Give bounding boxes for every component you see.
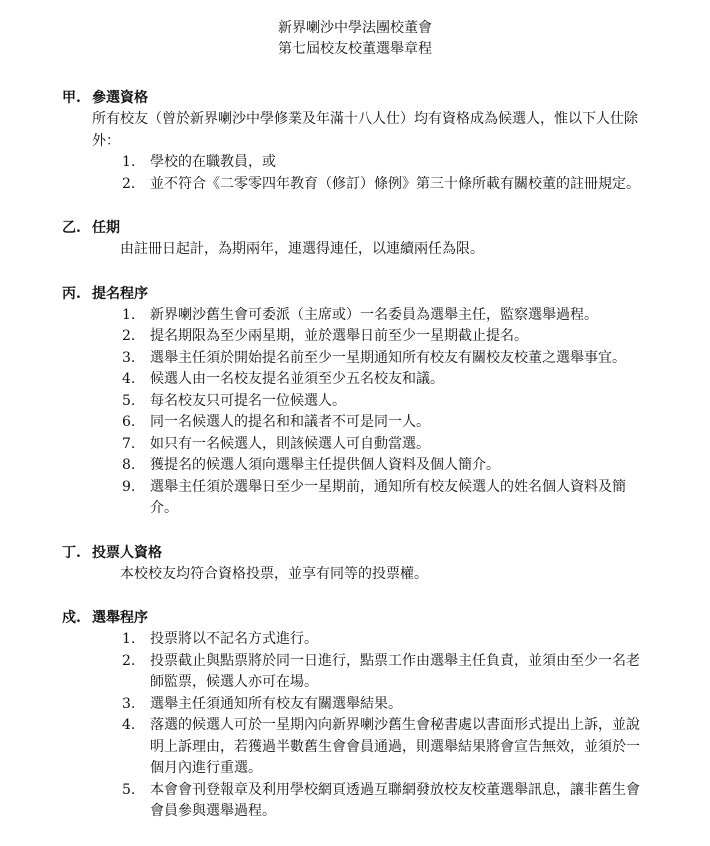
list-item bbox=[122, 326, 644, 348]
list-item-number: 6. bbox=[122, 414, 136, 430]
list-item bbox=[122, 305, 644, 327]
list-item-text: 本會會刊登報章及利用學校網頁透過互聯網發放校友校董選舉訊息，讓非舊生會會員參與選舉過程。 bbox=[150, 781, 640, 819]
list-item-text: 候選人由一名校友提名並須至少五名校友和議。 bbox=[150, 371, 444, 387]
list-item-text: 獲提名的候選人須向選舉主任提供個人資料及個人簡介。 bbox=[150, 457, 500, 473]
section-nomination-procedure bbox=[0, 284, 710, 520]
list-item bbox=[122, 694, 644, 716]
section-heading bbox=[62, 284, 710, 305]
list-item-text: 選舉主任須於開始提名前至少一星期通知所有校友有關校友校董之選舉事宜。 bbox=[150, 349, 626, 366]
section-title: 投票人資格 bbox=[92, 544, 162, 561]
list-item bbox=[122, 651, 644, 694]
list-item bbox=[122, 780, 644, 823]
list-item bbox=[122, 348, 644, 370]
document-title-organisation: 新界喇沙中學法團校董會 bbox=[278, 20, 432, 36]
numbered-list bbox=[0, 629, 710, 823]
list-item-text: 落選的候選人可於一星期內向新界喇沙舊生會秘書處以書面形式提出上訴，並說明上訴理由，若獲過半數舊生會會員通過，則選舉結果將會宣告無效，並須於一個月內進行重選。 bbox=[150, 717, 640, 776]
list-item-number: 2. bbox=[122, 175, 136, 192]
section-heading bbox=[62, 218, 710, 239]
list-item-text: 並不符合《二零零四年教育（修訂）條例》第三十條所載有關校董的註冊規定。 bbox=[150, 175, 640, 192]
section-heading bbox=[62, 608, 710, 629]
list-item-text: 提名期限為至少兩星期，並於選舉日前至少一星期截止提名。 bbox=[150, 328, 528, 344]
section-paragraph: 所有校友（曾於新界喇沙中學修業及年滿十八人仕）均有資格成為候選人，惟以下人仕除外： bbox=[92, 111, 638, 149]
document-title-election-rules: 第七屆校友校董選舉章程 bbox=[278, 41, 432, 57]
list-item bbox=[122, 629, 644, 651]
list-item-number: 3. bbox=[122, 349, 136, 366]
section-term bbox=[0, 218, 710, 261]
list-item bbox=[122, 152, 644, 174]
section-paragraph: 本校校友均符合資格投票，並享有同等的投票權。 bbox=[120, 565, 428, 582]
list-item-text: 學校的在職教員，或 bbox=[150, 154, 276, 170]
list-item-number: 3. bbox=[122, 695, 136, 712]
list-item bbox=[122, 434, 644, 456]
list-item-number: 1. bbox=[122, 154, 136, 170]
list-item-number: 2. bbox=[122, 652, 136, 669]
section-label: 丙. bbox=[62, 285, 81, 302]
section-label: 戍. bbox=[62, 610, 81, 626]
section-voter-eligibility bbox=[0, 543, 710, 586]
list-item bbox=[122, 391, 644, 413]
list-item bbox=[122, 715, 644, 780]
list-item bbox=[122, 455, 644, 477]
section-label: 乙. bbox=[62, 220, 81, 236]
section-heading bbox=[62, 88, 710, 109]
list-item-text: 新界喇沙舊生會可委派（主席或）一名委員為選舉主任，監察選舉過程。 bbox=[150, 306, 598, 323]
section-label: 丁. bbox=[62, 544, 81, 561]
list-item bbox=[122, 412, 644, 434]
list-item-text: 投票將以不記名方式進行。 bbox=[150, 631, 318, 647]
list-item-number: 1. bbox=[122, 306, 136, 323]
list-item-text: 同一名候選人的提名和和議者不可是同一人。 bbox=[150, 414, 430, 430]
list-item-number: 4. bbox=[122, 717, 136, 733]
list-item-number: 4. bbox=[122, 371, 136, 387]
numbered-list bbox=[0, 152, 710, 195]
list-item-text: 選舉主任須通知所有校友有關選舉結果。 bbox=[150, 695, 402, 712]
section-eligibility bbox=[0, 88, 710, 195]
list-item-text: 投票截止與點票將於同一日進行，點票工作由選舉主任負責，並須由至少一名老師監票，候選人亦可在場。 bbox=[150, 652, 640, 690]
section-label: 甲. bbox=[62, 90, 81, 106]
list-item-number: 9. bbox=[122, 478, 136, 495]
section-title: 任期 bbox=[92, 220, 120, 236]
list-item-number: 1. bbox=[122, 631, 136, 647]
section-title: 選舉程序 bbox=[92, 610, 148, 626]
list-item-text: 如只有一名候選人，則該候選人可自動當選。 bbox=[150, 435, 430, 452]
list-item-number: 7. bbox=[122, 435, 136, 452]
list-item-text: 每名校友只可提名一位候選人。 bbox=[150, 392, 346, 409]
section-title: 提名程序 bbox=[92, 285, 148, 302]
list-item bbox=[122, 477, 644, 520]
section-paragraph: 由註冊日起計，為期兩年，連選得連任，以連續兩任為限。 bbox=[120, 241, 484, 257]
section-election-procedure bbox=[0, 608, 710, 823]
section-title: 參選資格 bbox=[92, 90, 148, 106]
numbered-list bbox=[0, 305, 710, 520]
list-item-number: 8. bbox=[122, 457, 136, 473]
section-heading bbox=[62, 543, 710, 564]
list-item bbox=[122, 174, 644, 196]
list-item-number: 5. bbox=[122, 781, 136, 798]
list-item-text: 選舉主任須於選舉日至少一星期前，通知所有校友候選人的姓名個人資料及簡介。 bbox=[150, 478, 626, 516]
list-item bbox=[122, 369, 644, 391]
list-item-number: 2. bbox=[122, 328, 136, 344]
list-item-number: 5. bbox=[122, 392, 136, 409]
